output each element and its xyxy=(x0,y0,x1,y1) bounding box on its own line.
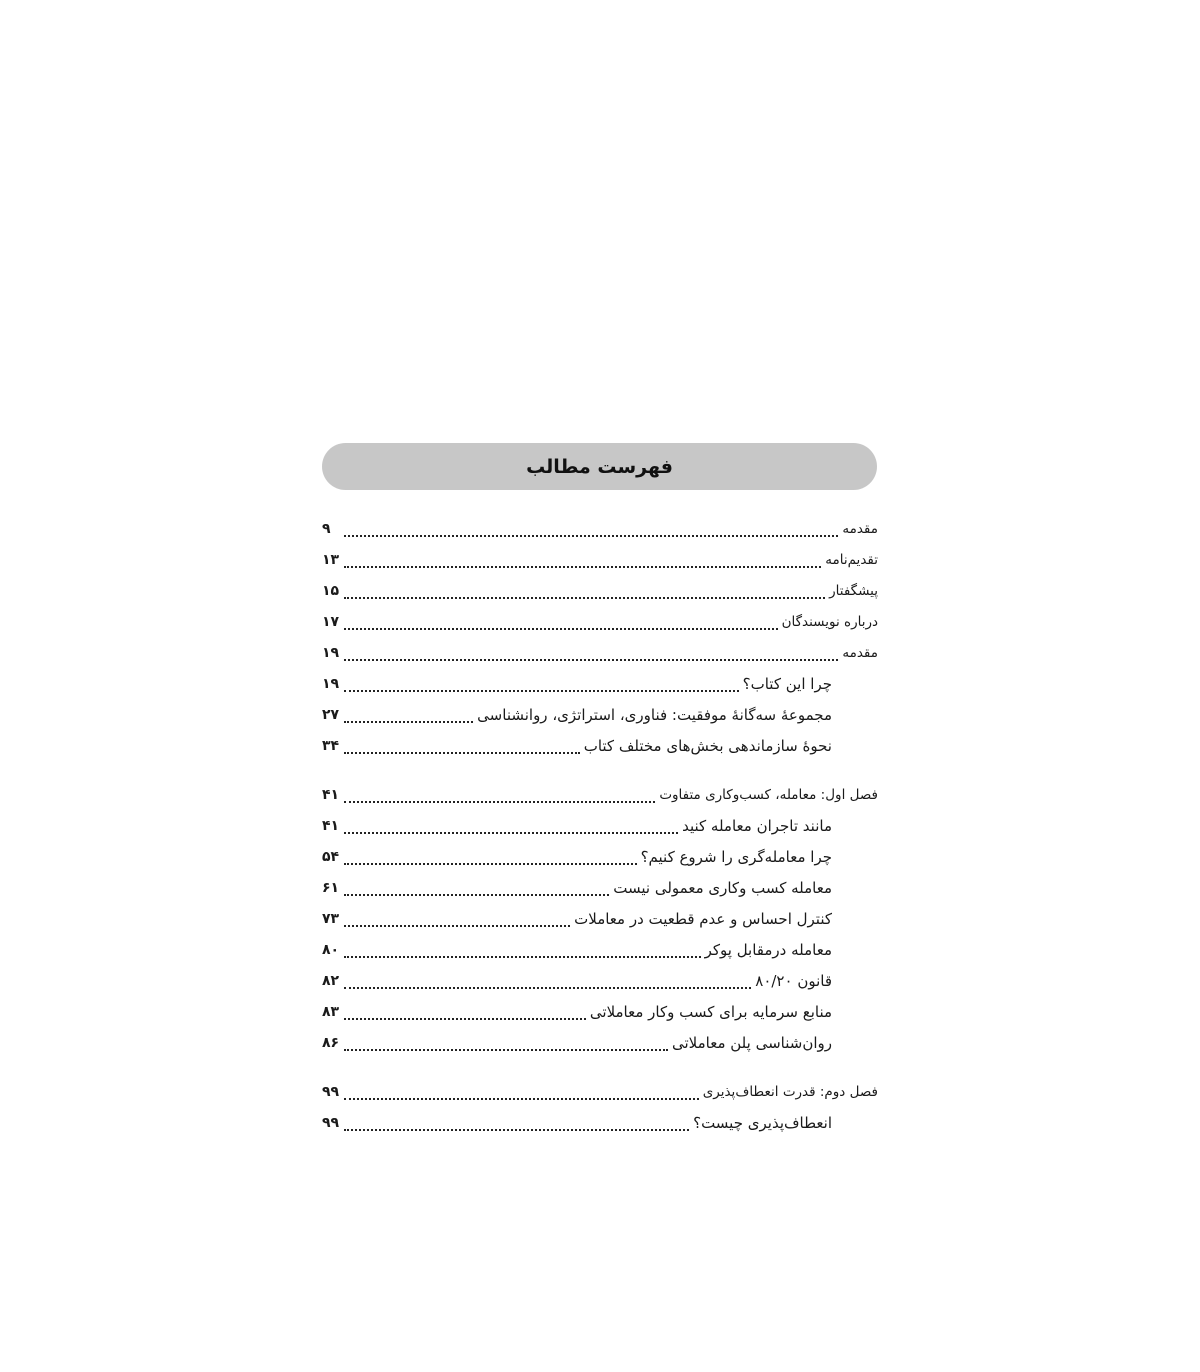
dot-leader xyxy=(344,956,701,958)
toc-entry[interactable] xyxy=(322,638,878,669)
toc-entry[interactable] xyxy=(322,514,878,545)
toc-entry-page-number: ۸۶ xyxy=(322,1035,340,1051)
toc-entry-page-number: ۱۷ xyxy=(322,614,340,630)
dot-leader xyxy=(344,752,580,754)
toc-entry[interactable] xyxy=(322,1028,878,1059)
toc-entry-label: منابع سرمایه برای کسب وکار معاملاتی xyxy=(589,1003,832,1021)
toc-entry-label: تقدیم‌نامه xyxy=(825,552,878,568)
toc-entry-page-number: ۳۴ xyxy=(322,738,340,754)
toc-entry-label: کنترل احساس و عدم قطعیت در معاملات xyxy=(574,910,832,928)
toc-entry[interactable] xyxy=(322,935,878,966)
dot-leader xyxy=(344,566,821,568)
toc-entry-page-number: ۲۷ xyxy=(322,707,340,723)
toc-entry-page-number: ۹ xyxy=(322,521,331,537)
toc-entry-label: مجموعهٔ سه‌گانهٔ موفقیت: فناوری، استراتژی، روانشناسی xyxy=(477,706,832,724)
dot-leader xyxy=(344,894,609,896)
toc-entry[interactable] xyxy=(322,842,878,873)
toc-entry-page-number: ۵۴ xyxy=(322,849,340,865)
toc-entry-page-number: ۹۹ xyxy=(322,1084,340,1100)
dot-leader xyxy=(344,597,825,599)
toc-entry-page-number: ۱۵ xyxy=(322,583,340,599)
toc-entry-label: مقدمه xyxy=(842,521,878,537)
dot-leader xyxy=(344,987,751,989)
toc-entry[interactable] xyxy=(322,545,878,576)
toc-entry[interactable] xyxy=(322,731,878,762)
dot-leader xyxy=(344,1049,668,1051)
toc-entry-label: معامله درمقابل پوکر xyxy=(704,941,832,959)
dot-leader xyxy=(344,659,838,661)
dot-leader xyxy=(344,1129,689,1131)
toc-entry-label: مانند تاجران معامله کنید xyxy=(682,817,832,835)
toc-entry-label: فصل دوم: قدرت انعطاف‌پذیری xyxy=(702,1084,878,1100)
toc-entry[interactable] xyxy=(322,780,878,811)
section-gap xyxy=(322,762,878,780)
toc-entry-page-number: ۸۳ xyxy=(322,1004,340,1020)
toc-entry-label: چرا این کتاب؟ xyxy=(742,675,832,693)
toc-entry-label: چرا معامله‌گری را شروع کنیم؟ xyxy=(640,848,832,866)
toc-entry-label: روان‌شناسی پلن معاملاتی xyxy=(671,1034,832,1052)
dot-leader xyxy=(344,628,778,630)
toc-entry[interactable] xyxy=(322,873,878,904)
toc-entry-page-number: ۱۹ xyxy=(322,645,340,661)
toc-entry-label: مقدمه xyxy=(842,645,878,661)
dot-leader xyxy=(344,1018,586,1020)
toc-entry[interactable] xyxy=(322,576,878,607)
toc-entry[interactable] xyxy=(322,700,878,731)
toc-entry-label: معامله کسب وکاری معمولی نیست xyxy=(613,879,832,897)
toc-entry[interactable] xyxy=(322,811,878,842)
toc-entry[interactable] xyxy=(322,1077,878,1108)
toc-entry[interactable] xyxy=(322,997,878,1028)
toc-entry-page-number: ۱۳ xyxy=(322,552,340,568)
dot-leader xyxy=(344,721,473,723)
toc-entry-page-number: ۶۱ xyxy=(322,880,340,896)
toc-entry[interactable] xyxy=(322,607,878,638)
dot-leader xyxy=(344,832,678,834)
toc-entry-page-number: ۱۹ xyxy=(322,676,340,692)
toc-entry[interactable] xyxy=(322,904,878,935)
toc-header-banner xyxy=(322,443,877,490)
dot-leader xyxy=(344,863,637,865)
toc-entry-label: انعطاف‌پذیری چیست؟ xyxy=(693,1114,832,1132)
toc-entry-label: فصل اول: معامله، کسب‌وکاری متفاوت xyxy=(659,787,878,803)
dot-leader xyxy=(344,690,739,692)
section-gap xyxy=(322,1059,878,1077)
dot-leader xyxy=(344,535,838,537)
toc-entry-page-number: ۷۳ xyxy=(322,911,340,927)
toc-entry[interactable] xyxy=(322,966,878,997)
toc-entry-label: قانون ۸۰/۲۰ xyxy=(755,972,832,990)
toc-entry-page-number: ۹۹ xyxy=(322,1115,340,1131)
toc-entry-label: نحوهٔ سازماندهی بخش‌های مختلف کتاب xyxy=(583,737,832,755)
toc-entry[interactable] xyxy=(322,1108,878,1139)
toc-list xyxy=(322,514,878,1139)
toc-title: فهرست مطالب xyxy=(526,455,673,478)
toc-entry-page-number: ۴۱ xyxy=(322,818,340,834)
dot-leader xyxy=(344,801,655,803)
toc-entry-page-number: ۸۲ xyxy=(322,973,340,989)
toc-entry-page-number: ۸۰ xyxy=(322,942,340,958)
dot-leader xyxy=(344,1098,699,1100)
toc-entry-label: درباره نویسندگان xyxy=(781,614,878,630)
toc-entry[interactable] xyxy=(322,669,878,700)
dot-leader xyxy=(344,925,570,927)
toc-entry-label: پیشگفتار xyxy=(829,583,878,599)
toc-entry-page-number: ۴۱ xyxy=(322,787,340,803)
